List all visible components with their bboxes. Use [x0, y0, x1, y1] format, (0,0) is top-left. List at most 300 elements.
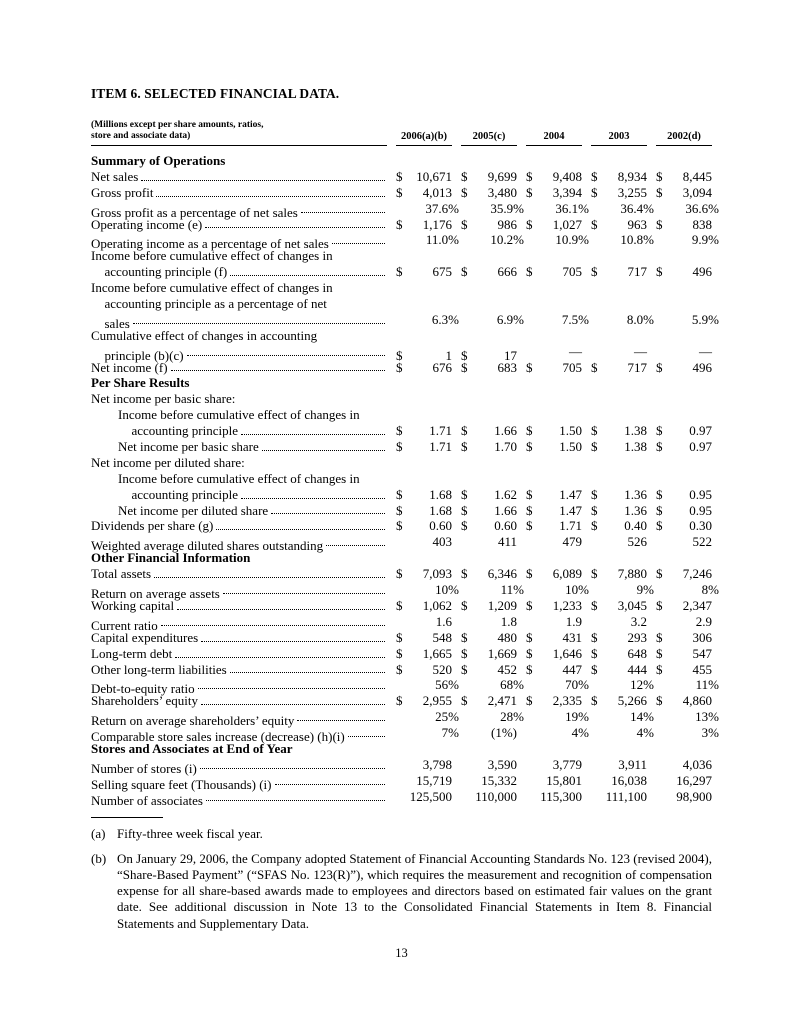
value-cell — [591, 518, 647, 534]
currency-symbol: $ — [396, 486, 403, 502]
currency-symbol: $ — [396, 347, 403, 363]
value-cell — [591, 264, 647, 280]
value-cell — [526, 423, 582, 439]
cell-value: 3,045 — [617, 597, 647, 613]
cell-value: 1,669 — [487, 645, 517, 661]
dot-leader — [177, 608, 385, 610]
cell-value: 496 — [692, 264, 712, 280]
row-label: Selling square feet (Thousands) (i) — [91, 776, 272, 792]
cell-value: 7,880 — [617, 566, 647, 582]
table-row — [91, 662, 712, 678]
cell-value: 2,471 — [487, 693, 517, 709]
value-cell — [656, 439, 712, 455]
cell-value: 5.9% — [691, 311, 719, 327]
value-cell — [591, 646, 647, 662]
value-cell — [396, 169, 452, 185]
value-cell — [656, 582, 719, 598]
currency-symbol: $ — [396, 502, 403, 518]
dot-leader — [241, 433, 385, 435]
row-label: Other long-term liabilities — [91, 661, 227, 677]
currency-symbol: $ — [396, 661, 403, 677]
value-cell — [396, 693, 452, 709]
value-cell — [461, 598, 517, 614]
cell-value: 10% — [435, 582, 459, 598]
cell-value: 9,699 — [487, 168, 517, 184]
value-cell — [591, 662, 647, 678]
currency-symbol: $ — [591, 264, 598, 280]
cell-value: 8.0% — [626, 311, 654, 327]
value-cell — [461, 264, 517, 280]
cell-value: — — [699, 343, 712, 359]
value-cell — [591, 614, 647, 630]
dot-leader — [141, 179, 385, 181]
cell-value: 16,297 — [676, 772, 712, 788]
value-cell — [396, 264, 452, 280]
table-row — [91, 169, 712, 185]
row-label: sales — [104, 315, 130, 331]
page-title: ITEM 6. SELECTED FINANCIAL DATA. — [91, 86, 340, 101]
cell-value: (1%) — [491, 725, 517, 741]
cell-value: 717 — [627, 359, 647, 375]
cell-value: 0.97 — [689, 439, 712, 455]
cell-value: 4,036 — [682, 756, 712, 772]
currency-symbol: $ — [591, 168, 598, 184]
currency-symbol: $ — [396, 184, 403, 200]
value-cell — [396, 630, 452, 646]
value-cell — [396, 582, 459, 598]
currency-symbol: $ — [461, 629, 468, 645]
value-cell — [461, 439, 517, 455]
table-row — [91, 343, 712, 363]
value-cell — [591, 709, 654, 725]
currency-symbol: $ — [526, 168, 533, 184]
value-cell — [656, 677, 719, 693]
value-cell — [591, 232, 654, 248]
cell-value: 1,665 — [422, 645, 452, 661]
table-row — [91, 311, 719, 331]
row-label-continued: Income before cumulative effect of changes in — [91, 248, 333, 264]
cell-value: 37.6% — [425, 200, 459, 216]
cell-value: 431 — [562, 629, 582, 645]
value-cell — [591, 487, 647, 503]
column-header-2005: 2005(c) — [461, 131, 517, 146]
value-cell — [396, 614, 452, 630]
currency-symbol: $ — [656, 423, 663, 439]
page-number: 13 — [395, 945, 408, 960]
currency-symbol: $ — [526, 629, 533, 645]
value-cell — [461, 677, 524, 693]
currency-symbol: $ — [396, 566, 403, 582]
cell-value: 548 — [432, 629, 452, 645]
value-cell — [656, 662, 712, 678]
value-cell — [461, 487, 517, 503]
dot-leader — [133, 322, 385, 324]
row-label-continued: Cumulative effect of changes in accounting — [91, 327, 318, 343]
row-label: Number of stores (i) — [91, 760, 197, 776]
cell-value: 11.0% — [425, 232, 459, 248]
value-cell — [656, 757, 712, 773]
currency-symbol: $ — [656, 264, 663, 280]
cell-value: 676 — [432, 359, 452, 375]
value-cell — [396, 185, 452, 201]
cell-value: 6,346 — [487, 566, 517, 582]
value-cell — [526, 200, 589, 217]
cell-value: 28% — [500, 709, 524, 725]
value-cell — [396, 534, 452, 550]
cell-value: 986 — [497, 216, 517, 232]
cell-value: 0.60 — [494, 518, 517, 534]
value-cell — [656, 598, 712, 614]
cell-value: 4,860 — [682, 693, 712, 709]
value-cell — [656, 709, 719, 725]
row-label: Gross profit as a percentage of net sales — [91, 204, 298, 220]
value-cell — [461, 311, 524, 328]
value-cell — [461, 725, 517, 741]
cell-value: 1.71 — [559, 518, 582, 534]
cell-value: 2,347 — [682, 597, 712, 613]
currency-symbol: $ — [526, 439, 533, 455]
dot-leader — [154, 576, 385, 578]
value-cell — [461, 646, 517, 662]
cell-value: 1.68 — [429, 486, 452, 502]
value-cell — [591, 423, 647, 439]
cell-value: 16,038 — [611, 772, 647, 788]
value-cell — [591, 503, 647, 519]
row-label: Debt-to-equity ratio — [91, 681, 195, 697]
row-label: accounting principle — [131, 423, 238, 439]
value-cell — [591, 773, 647, 789]
currency-symbol: $ — [461, 645, 468, 661]
row-label-continued: accounting principle as a percentage of net — [104, 296, 327, 312]
cell-value: 675 — [432, 264, 452, 280]
cell-value: 4% — [571, 725, 589, 741]
column-header-2006: 2006(a)(b) — [396, 131, 452, 146]
value-cell — [656, 344, 712, 360]
currency-symbol: $ — [526, 264, 533, 280]
cell-value: 705 — [562, 359, 582, 375]
value-cell — [656, 789, 712, 805]
value-cell — [526, 630, 582, 646]
footnote-marker: (b) — [91, 850, 107, 866]
currency-symbol: $ — [396, 629, 403, 645]
cell-value: 10.2% — [490, 232, 524, 248]
value-cell — [396, 709, 459, 725]
row-label: Net income per diluted share — [118, 502, 269, 518]
cell-value: 15,801 — [546, 772, 582, 788]
dot-leader — [271, 512, 385, 514]
cell-value: 522 — [692, 534, 712, 550]
value-cell — [591, 757, 647, 773]
cell-value: 11% — [695, 677, 719, 693]
value-cell — [656, 360, 712, 376]
cell-value: 0.60 — [429, 518, 452, 534]
cell-value: 2,955 — [422, 693, 452, 709]
row-label: Working capital — [91, 597, 175, 613]
value-cell — [591, 677, 654, 693]
cell-value: 4,013 — [422, 184, 452, 200]
footnote-text: Fifty-three week fiscal year. — [117, 825, 263, 841]
cell-value: 705 — [562, 264, 582, 280]
cell-value: 520 — [432, 661, 452, 677]
cell-value: 1 — [445, 347, 452, 363]
value-cell — [526, 503, 582, 519]
value-cell — [461, 518, 517, 534]
currency-symbol: $ — [526, 216, 533, 232]
cell-value: 0.95 — [689, 486, 712, 502]
value-cell — [526, 662, 582, 678]
currency-symbol: $ — [526, 645, 533, 661]
value-cell — [461, 662, 517, 678]
currency-symbol: $ — [591, 423, 598, 439]
cell-value: 293 — [627, 629, 647, 645]
cell-value: 15,332 — [481, 772, 517, 788]
cell-value: 452 — [497, 661, 517, 677]
value-cell — [526, 598, 582, 614]
value-cell — [591, 311, 654, 328]
value-cell — [526, 344, 582, 360]
value-cell — [396, 503, 452, 519]
value-cell — [461, 630, 517, 646]
value-cell — [656, 217, 712, 233]
currency-symbol: $ — [461, 502, 468, 518]
currency-symbol: $ — [591, 502, 598, 518]
value-cell — [396, 439, 452, 455]
cell-value: 1,027 — [552, 216, 582, 232]
value-cell — [526, 360, 582, 376]
cell-value: 6.3% — [431, 311, 459, 327]
cell-value: 1,233 — [552, 597, 582, 613]
cell-value: 9.9% — [691, 232, 719, 248]
table-row — [91, 613, 712, 633]
dot-leader — [297, 719, 385, 721]
currency-symbol: $ — [656, 566, 663, 582]
cell-value: 447 — [562, 661, 582, 677]
row-label: Current ratio — [91, 617, 158, 633]
cell-value: 1.36 — [624, 486, 647, 502]
table-row — [91, 709, 719, 729]
cell-value: 444 — [627, 661, 647, 677]
value-cell — [526, 439, 582, 455]
dot-leader — [216, 528, 385, 530]
value-cell — [656, 185, 712, 201]
cell-value: 1,176 — [422, 216, 452, 232]
value-cell — [591, 169, 647, 185]
value-cell — [396, 232, 459, 248]
value-cell — [526, 518, 582, 534]
currency-symbol: $ — [591, 216, 598, 232]
value-cell — [526, 677, 589, 693]
currency-symbol: $ — [461, 566, 468, 582]
cell-value: 10,671 — [416, 168, 452, 184]
cell-value: 526 — [627, 534, 647, 550]
value-cell — [656, 169, 712, 185]
cell-value: 3,480 — [487, 184, 517, 200]
currency-symbol: $ — [461, 439, 468, 455]
currency-symbol: $ — [526, 661, 533, 677]
row-label: Weighted average diluted shares outstanding — [91, 538, 324, 554]
value-cell — [591, 725, 654, 741]
footnote-divider — [91, 817, 163, 818]
currency-symbol: $ — [526, 518, 533, 534]
cell-value: 10% — [565, 582, 589, 598]
value-cell — [461, 185, 517, 201]
row-label: Total assets — [91, 566, 152, 582]
cell-value: 14% — [630, 709, 654, 725]
value-cell — [396, 677, 459, 693]
value-cell — [461, 200, 524, 217]
value-cell — [396, 773, 452, 789]
row-label: Dividends per share (g) — [91, 518, 214, 534]
table-row — [91, 360, 712, 376]
cell-value: 4% — [636, 725, 654, 741]
currency-symbol: $ — [461, 661, 468, 677]
value-cell — [656, 200, 719, 217]
table-row — [91, 534, 712, 554]
cell-value: 3,255 — [617, 184, 647, 200]
value-cell — [591, 789, 647, 805]
dot-leader — [201, 640, 385, 642]
cell-value: 35.9% — [490, 200, 524, 216]
table-row — [91, 677, 719, 697]
value-cell — [591, 534, 647, 550]
cell-value: 0.97 — [689, 423, 712, 439]
cell-value: 5,266 — [617, 693, 647, 709]
value-cell — [526, 264, 582, 280]
value-cell — [396, 200, 459, 217]
cell-value: 3% — [701, 725, 719, 741]
value-cell — [656, 232, 719, 248]
row-label: Net income per diluted share: — [91, 454, 245, 470]
table-row — [91, 232, 719, 252]
value-cell — [656, 614, 712, 630]
value-cell — [526, 487, 582, 503]
value-cell — [526, 582, 589, 598]
value-cell — [656, 487, 712, 503]
cell-value: 1.66 — [494, 423, 517, 439]
dot-leader — [161, 624, 385, 626]
row-label: principle (b)(c) — [104, 347, 184, 363]
cell-value: 7.5% — [561, 311, 589, 327]
cell-value: 8,934 — [617, 168, 647, 184]
currency-symbol: $ — [591, 661, 598, 677]
cell-value: 0.30 — [689, 518, 712, 534]
table-row — [91, 423, 712, 439]
value-cell — [591, 439, 647, 455]
cell-value: 1,646 — [552, 645, 582, 661]
value-cell — [461, 582, 524, 598]
value-cell — [461, 693, 517, 709]
table-row — [91, 439, 712, 455]
value-cell — [526, 169, 582, 185]
footnote-b — [91, 851, 712, 932]
cell-value: 1.36 — [624, 502, 647, 518]
value-cell — [526, 725, 589, 741]
value-cell — [656, 630, 712, 646]
value-cell — [526, 185, 582, 201]
currency-symbol: $ — [591, 645, 598, 661]
row-label: Net sales — [91, 168, 139, 184]
table-row — [91, 646, 712, 662]
footnote-marker: (a) — [91, 825, 106, 841]
cell-value: 70% — [565, 677, 589, 693]
value-cell — [396, 757, 452, 773]
value-cell — [396, 360, 452, 376]
value-cell — [591, 693, 647, 709]
row-label: Capital expenditures — [91, 629, 199, 645]
value-cell — [461, 232, 524, 248]
cell-value: 3,394 — [552, 184, 582, 200]
currency-symbol: $ — [591, 629, 598, 645]
currency-symbol: $ — [591, 184, 598, 200]
cell-value: 19% — [565, 709, 589, 725]
currency-symbol: $ — [656, 693, 663, 709]
table-row — [91, 630, 712, 646]
cell-value: 403 — [432, 534, 452, 550]
currency-symbol: $ — [396, 423, 403, 439]
value-cell — [461, 360, 517, 376]
section-heading: Other Financial Information — [91, 550, 251, 566]
cell-value: 1.70 — [494, 439, 517, 455]
value-cell — [461, 503, 517, 519]
currency-symbol: $ — [591, 518, 598, 534]
row-label: accounting principle — [131, 486, 238, 502]
dot-leader — [187, 354, 385, 356]
cell-value: 480 — [497, 629, 517, 645]
dot-leader — [230, 671, 385, 673]
value-cell — [461, 757, 517, 773]
cell-value: 9% — [636, 582, 654, 598]
value-cell — [591, 217, 647, 233]
cell-value: 11% — [500, 582, 524, 598]
value-cell — [591, 360, 647, 376]
currency-symbol: $ — [591, 486, 598, 502]
cell-value: 1.6 — [435, 613, 452, 629]
currency-symbol: $ — [656, 439, 663, 455]
cell-value: 1,209 — [487, 597, 517, 613]
table-row — [91, 200, 719, 220]
currency-symbol: $ — [526, 502, 533, 518]
currency-symbol: $ — [396, 518, 403, 534]
value-cell — [526, 534, 582, 550]
column-header-2003: 2003 — [591, 131, 647, 146]
cell-value: 479 — [562, 534, 582, 550]
cell-value: 455 — [692, 661, 712, 677]
currency-symbol: $ — [656, 216, 663, 232]
header-note-line-1: (Millions except per share amounts, ratios, — [91, 120, 264, 130]
cell-value: 1.38 — [624, 423, 647, 439]
value-cell — [591, 200, 654, 217]
currency-symbol: $ — [591, 359, 598, 375]
table-header — [91, 120, 712, 146]
value-cell — [656, 503, 712, 519]
value-cell — [396, 487, 452, 503]
value-cell — [461, 217, 517, 233]
value-cell — [526, 757, 582, 773]
section-heading: Summary of Operations — [91, 153, 226, 168]
currency-symbol: $ — [656, 518, 663, 534]
cell-value: 1,062 — [422, 597, 452, 613]
dot-leader — [156, 195, 385, 197]
table-row — [91, 518, 712, 534]
currency-symbol: $ — [591, 597, 598, 613]
table-row — [91, 503, 712, 519]
cell-value: 3,590 — [487, 756, 517, 772]
cell-value: 1.71 — [429, 423, 452, 439]
value-cell — [526, 311, 589, 328]
value-cell — [396, 311, 459, 328]
dot-leader — [301, 211, 385, 213]
value-cell — [526, 217, 582, 233]
